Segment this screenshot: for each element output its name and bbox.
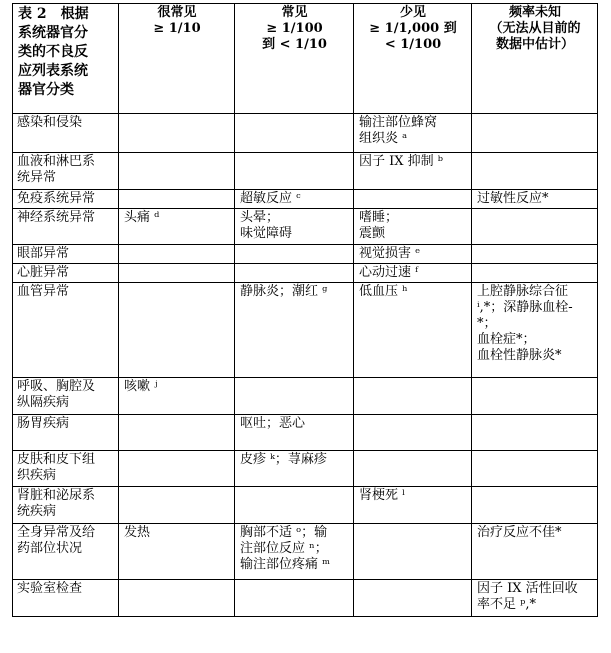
soc-cell: 血液和淋巴系 统异常 bbox=[13, 153, 119, 190]
very-common-cell bbox=[119, 114, 235, 153]
uncommon-cell bbox=[354, 190, 472, 209]
uncommon-cell bbox=[354, 378, 472, 415]
uncommon-cell bbox=[354, 415, 472, 451]
soc-cell: 感染和侵染 bbox=[13, 114, 119, 153]
very-common-cell bbox=[119, 264, 235, 283]
soc-cell: 眼部异常 bbox=[13, 245, 119, 264]
uncommon-cell: 嗜睡； 震颤 bbox=[354, 209, 472, 245]
very-common-cell bbox=[119, 580, 235, 617]
common-cell bbox=[235, 487, 354, 524]
very-common-cell: 头痛 ᵈ bbox=[119, 209, 235, 245]
uncommon-cell bbox=[354, 451, 472, 487]
soc-cell: 心脏异常 bbox=[13, 264, 119, 283]
not-known-cell bbox=[472, 451, 598, 487]
not-known-cell bbox=[472, 245, 598, 264]
adverse-reactions-table bbox=[12, 3, 598, 617]
not-known-cell bbox=[472, 153, 598, 190]
very-common-cell: 发热 bbox=[119, 524, 235, 580]
uncommon-cell: 肾梗死 ˡ bbox=[354, 487, 472, 524]
very-common-cell bbox=[119, 283, 235, 378]
soc-cell: 全身异常及给 药部位状况 bbox=[13, 524, 119, 580]
common-cell: 呕吐；恶心 bbox=[235, 415, 354, 451]
uncommon-cell bbox=[354, 580, 472, 617]
not-known-cell bbox=[472, 264, 598, 283]
common-cell bbox=[235, 153, 354, 190]
not-known-cell: 因子 IX 活性回收 率不足 ᵖ,* bbox=[472, 580, 598, 617]
uncommon-cell bbox=[354, 524, 472, 580]
not-known-cell bbox=[472, 378, 598, 415]
very-common-cell bbox=[119, 153, 235, 190]
not-known-cell bbox=[472, 114, 598, 153]
table-row bbox=[13, 524, 598, 580]
common-cell: 头晕； 味觉障碍 bbox=[235, 209, 354, 245]
very-common-cell bbox=[119, 190, 235, 209]
not-known-cell: 过敏性反应* bbox=[472, 190, 598, 209]
very-common-cell bbox=[119, 487, 235, 524]
very-common-cell bbox=[119, 415, 235, 451]
table-row bbox=[13, 487, 598, 524]
common-cell: 胸部不适 ᵒ；输 注部位反应 ⁿ； 输注部位疼痛 ᵐ bbox=[235, 524, 354, 580]
table-row bbox=[13, 264, 598, 283]
table-row bbox=[13, 114, 598, 153]
uncommon-cell: 输注部位蜂窝 组织炎 ᵃ bbox=[354, 114, 472, 153]
table-row bbox=[13, 283, 598, 378]
table-row bbox=[13, 245, 598, 264]
header-common: 常见 ≥ 1/100 到 < 1/10 bbox=[235, 4, 354, 114]
table-header-row bbox=[13, 4, 598, 114]
soc-cell: 肠胃疾病 bbox=[13, 415, 119, 451]
header-uncommon: 少见 ≥ 1/1,000 到 < 1/100 bbox=[354, 4, 472, 114]
uncommon-cell: 因子 IX 抑制 ᵇ bbox=[354, 153, 472, 190]
table-row bbox=[13, 580, 598, 617]
table-row bbox=[13, 415, 598, 451]
soc-cell: 神经系统异常 bbox=[13, 209, 119, 245]
soc-cell: 肾脏和泌尿系 统疾病 bbox=[13, 487, 119, 524]
not-known-cell: 治疗反应不佳* bbox=[472, 524, 598, 580]
soc-cell: 实验室检查 bbox=[13, 580, 119, 617]
table-row bbox=[13, 190, 598, 209]
common-cell: 超敏反应 ᶜ bbox=[235, 190, 354, 209]
common-cell bbox=[235, 245, 354, 264]
not-known-cell bbox=[472, 415, 598, 451]
soc-cell: 皮肤和皮下组 织疾病 bbox=[13, 451, 119, 487]
not-known-cell bbox=[472, 209, 598, 245]
not-known-cell: 上腔静脉综合征 ⁱ,*；深静脉血栓- *； 血栓症*； 血栓性静脉炎* bbox=[472, 283, 598, 378]
common-cell bbox=[235, 580, 354, 617]
table-row bbox=[13, 378, 598, 415]
common-cell bbox=[235, 114, 354, 153]
not-known-cell bbox=[472, 487, 598, 524]
soc-cell: 免疫系统异常 bbox=[13, 190, 119, 209]
common-cell bbox=[235, 264, 354, 283]
very-common-cell bbox=[119, 451, 235, 487]
common-cell: 静脉炎；潮红 ᵍ bbox=[235, 283, 354, 378]
uncommon-cell: 视觉损害 ᵉ bbox=[354, 245, 472, 264]
uncommon-cell: 低血压 ʰ bbox=[354, 283, 472, 378]
very-common-cell bbox=[119, 245, 235, 264]
table-row bbox=[13, 209, 598, 245]
uncommon-cell: 心动过速 ᶠ bbox=[354, 264, 472, 283]
soc-cell: 血管异常 bbox=[13, 283, 119, 378]
header-system-organ-class: 表 2 根据 系统器官分 类的不良反 应列表系统 器官分类 bbox=[13, 4, 119, 114]
table-row bbox=[13, 451, 598, 487]
common-cell: 皮疹 ᵏ；荨麻疹 bbox=[235, 451, 354, 487]
header-very-common: 很常见 ≥ 1/10 bbox=[119, 4, 235, 114]
common-cell bbox=[235, 378, 354, 415]
table-row bbox=[13, 153, 598, 190]
header-not-known: 频率未知 （无法从目前的 数据中估计） bbox=[472, 4, 598, 114]
very-common-cell: 咳嗽 ʲ bbox=[119, 378, 235, 415]
soc-cell: 呼吸、胸腔及 纵隔疾病 bbox=[13, 378, 119, 415]
